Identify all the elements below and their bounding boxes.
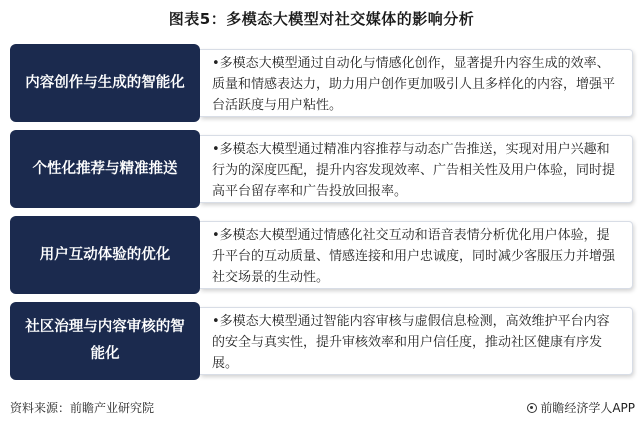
impact-list (10, 44, 636, 380)
impact-label-box (10, 130, 200, 208)
impact-description: •多模态大模型通过精准内容推荐与动态广告推送，实现对用户兴趣和行为的深度匹配，提升内容发现效率、广告相关性及用户体验，同时提高平台留存率和广告投放回报率。 (212, 142, 616, 199)
impact-label: 社区治理与内容审核的智能化 (25, 319, 185, 362)
impact-description-box (200, 221, 633, 289)
impact-row (10, 216, 636, 294)
brand-name: 前瞻经济学人APP (540, 401, 635, 415)
impact-row (10, 302, 636, 380)
impact-label-box (10, 216, 200, 294)
source-note: 资料来源：前瞻产业研究院 (10, 401, 155, 415)
brand-credit (527, 399, 635, 416)
impact-row (10, 130, 636, 208)
impact-label: 个性化推荐与精准推送 (32, 160, 178, 177)
impact-description-box (200, 307, 633, 375)
impact-description: •多模态大模型通过自动化与情感化创作，显著提升内容生成的效率、质量和情感表达力，助力用户创作更加吸引人且多样化的内容，增强平台活跃度与用户粘性。 (212, 56, 616, 113)
impact-label-box (10, 302, 200, 380)
impact-description-box (200, 49, 633, 117)
impact-label-box (10, 44, 200, 122)
impact-description: •多模态大模型通过智能内容审核与虚假信息检测，高效维护平台内容的安全与真实性，提升审核效率和用户信任度，推动社区健康有序发展。 (212, 314, 610, 371)
impact-description-box (200, 135, 633, 203)
impact-description: •多模态大模型通过情感化社交互动和语音表情分析优化用户体验，提升平台的互动质量、情感连接和用户忠诚度，同时减少客服压力并增强社交场景的生动性。 (212, 228, 616, 285)
impact-label: 内容创作与生成的智能化 (25, 74, 185, 91)
brand-logo-icon (527, 403, 537, 413)
impact-row (10, 44, 636, 122)
impact-label: 用户互动体验的优化 (39, 246, 171, 263)
figure-title: 图表5：多模态大模型对社交媒体的影响分析 (168, 10, 475, 28)
